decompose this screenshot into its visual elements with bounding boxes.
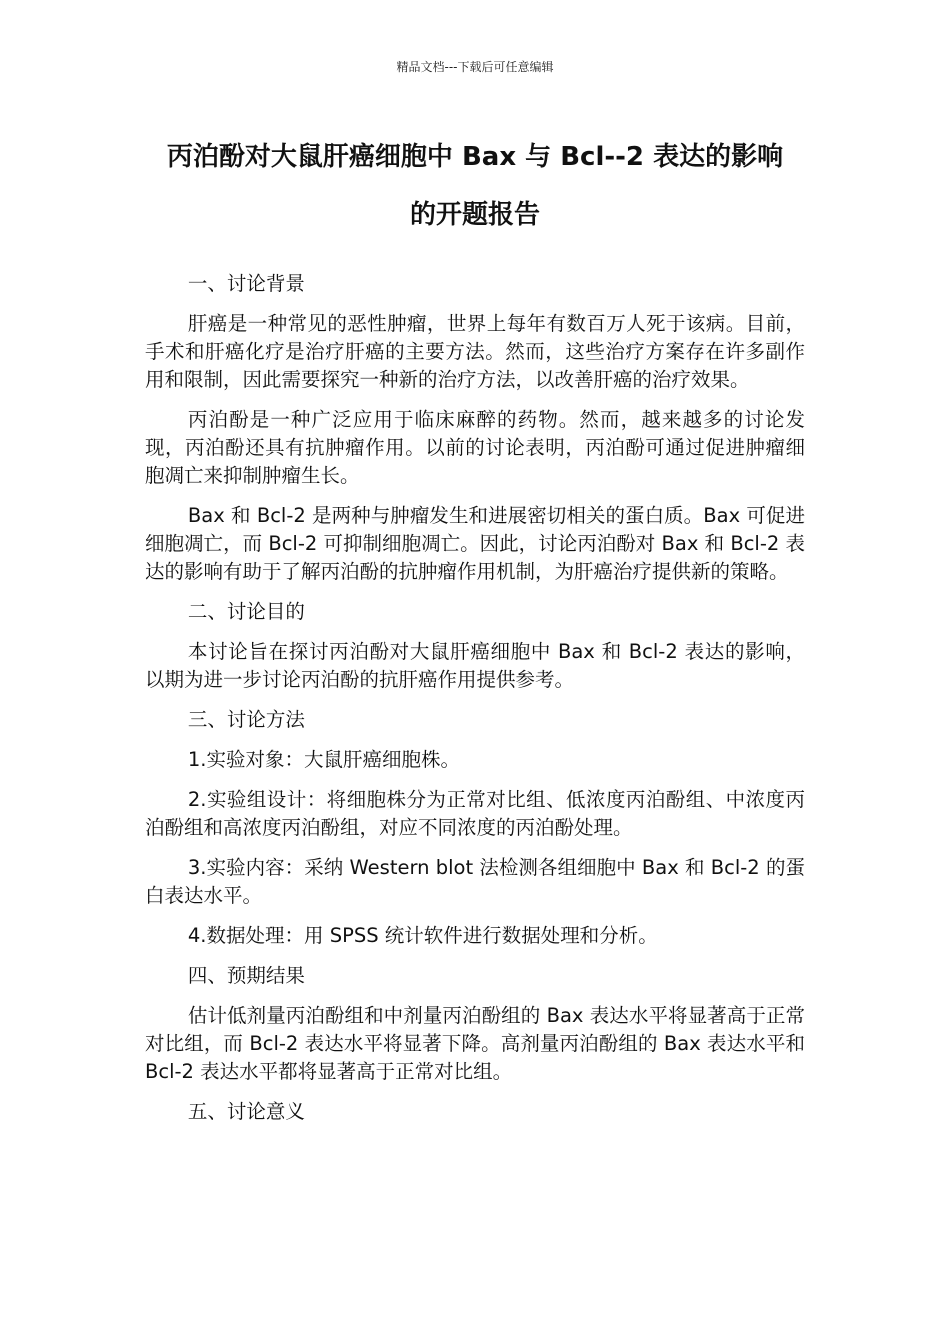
method-item: 1.实验对象：大鼠肝癌细胞株。 [187,748,460,771]
method-item: 3.实验内容：采纳 Western blot 法检测各组细胞中 Bax 和 Bcl-2 的蛋白表达水平。 [145,856,805,907]
title-line-1: 丙泊酚对大鼠肝癌细胞中 Bax 与 Bcl--2 表达的影响 [166,142,784,172]
section-heading-purpose: 二、讨论目的 [187,600,305,623]
section-heading-significance: 五、讨论意义 [187,1100,305,1123]
section-heading-expected-results: 四、预期结果 [187,964,305,987]
paragraph: 估计低剂量丙泊酚组和中剂量丙泊酚组的 Bax 表达水平将显著高于正常对比组，而 Bcl-2 表达水平将显著下降。高剂量丙泊酚组的 Bax 表达水平和 Bcl-2 表达水平都将显著高于正常对比组。 [145,1004,805,1083]
page-header: 精品文档---下载后可任意编辑 [396,60,554,74]
paragraph: 丙泊酚是一种广泛应用于临床麻醉的药物。然而，越来越多的讨论发现，丙泊酚还具有抗肿瘤作用。以前的讨论表明，丙泊酚可通过促进肿瘤细胞凋亡来抑制肿瘤生长。 [145,408,805,487]
title-line-2: 的开题报告 [409,200,540,230]
section-heading-methods: 三、讨论方法 [187,708,305,731]
paragraph: 本讨论旨在探讨丙泊酚对大鼠肝癌细胞中 Bax 和 Bcl-2 表达的影响，以期为进一步讨论丙泊酚的抗肝癌作用提供参考。 [145,640,805,691]
section-heading-background: 一、讨论背景 [187,272,305,295]
method-item: 2.实验组设计：将细胞株分为正常对比组、低浓度丙泊酚组、中浓度丙泊酚组和高浓度丙泊酚组，对应不同浓度的丙泊酚处理。 [145,788,805,839]
paragraph: Bax 和 Bcl-2 是两种与肿瘤发生和进展密切相关的蛋白质。Bax 可促进细胞凋亡，而 Bcl-2 可抑制细胞凋亡。因此，讨论丙泊酚对 Bax 和 Bcl-2 表达的影响有助于了解丙泊酚的抗肿瘤作用机制，为肝癌治疗提供新的策略。 [145,504,805,583]
method-item: 4.数据处理：用 SPSS 统计软件进行数据处理和分析。 [187,924,658,947]
paragraph: 肝癌是一种常见的恶性肿瘤，世界上每年有数百万人死于该病。目前，手术和肝癌化疗是治疗肝癌的主要方法。然而，这些治疗方案存在许多副作用和限制，因此需要探究一种新的治疗方法，以改善肝癌的治疗效果。 [145,312,805,391]
document-body [145,270,805,1138]
